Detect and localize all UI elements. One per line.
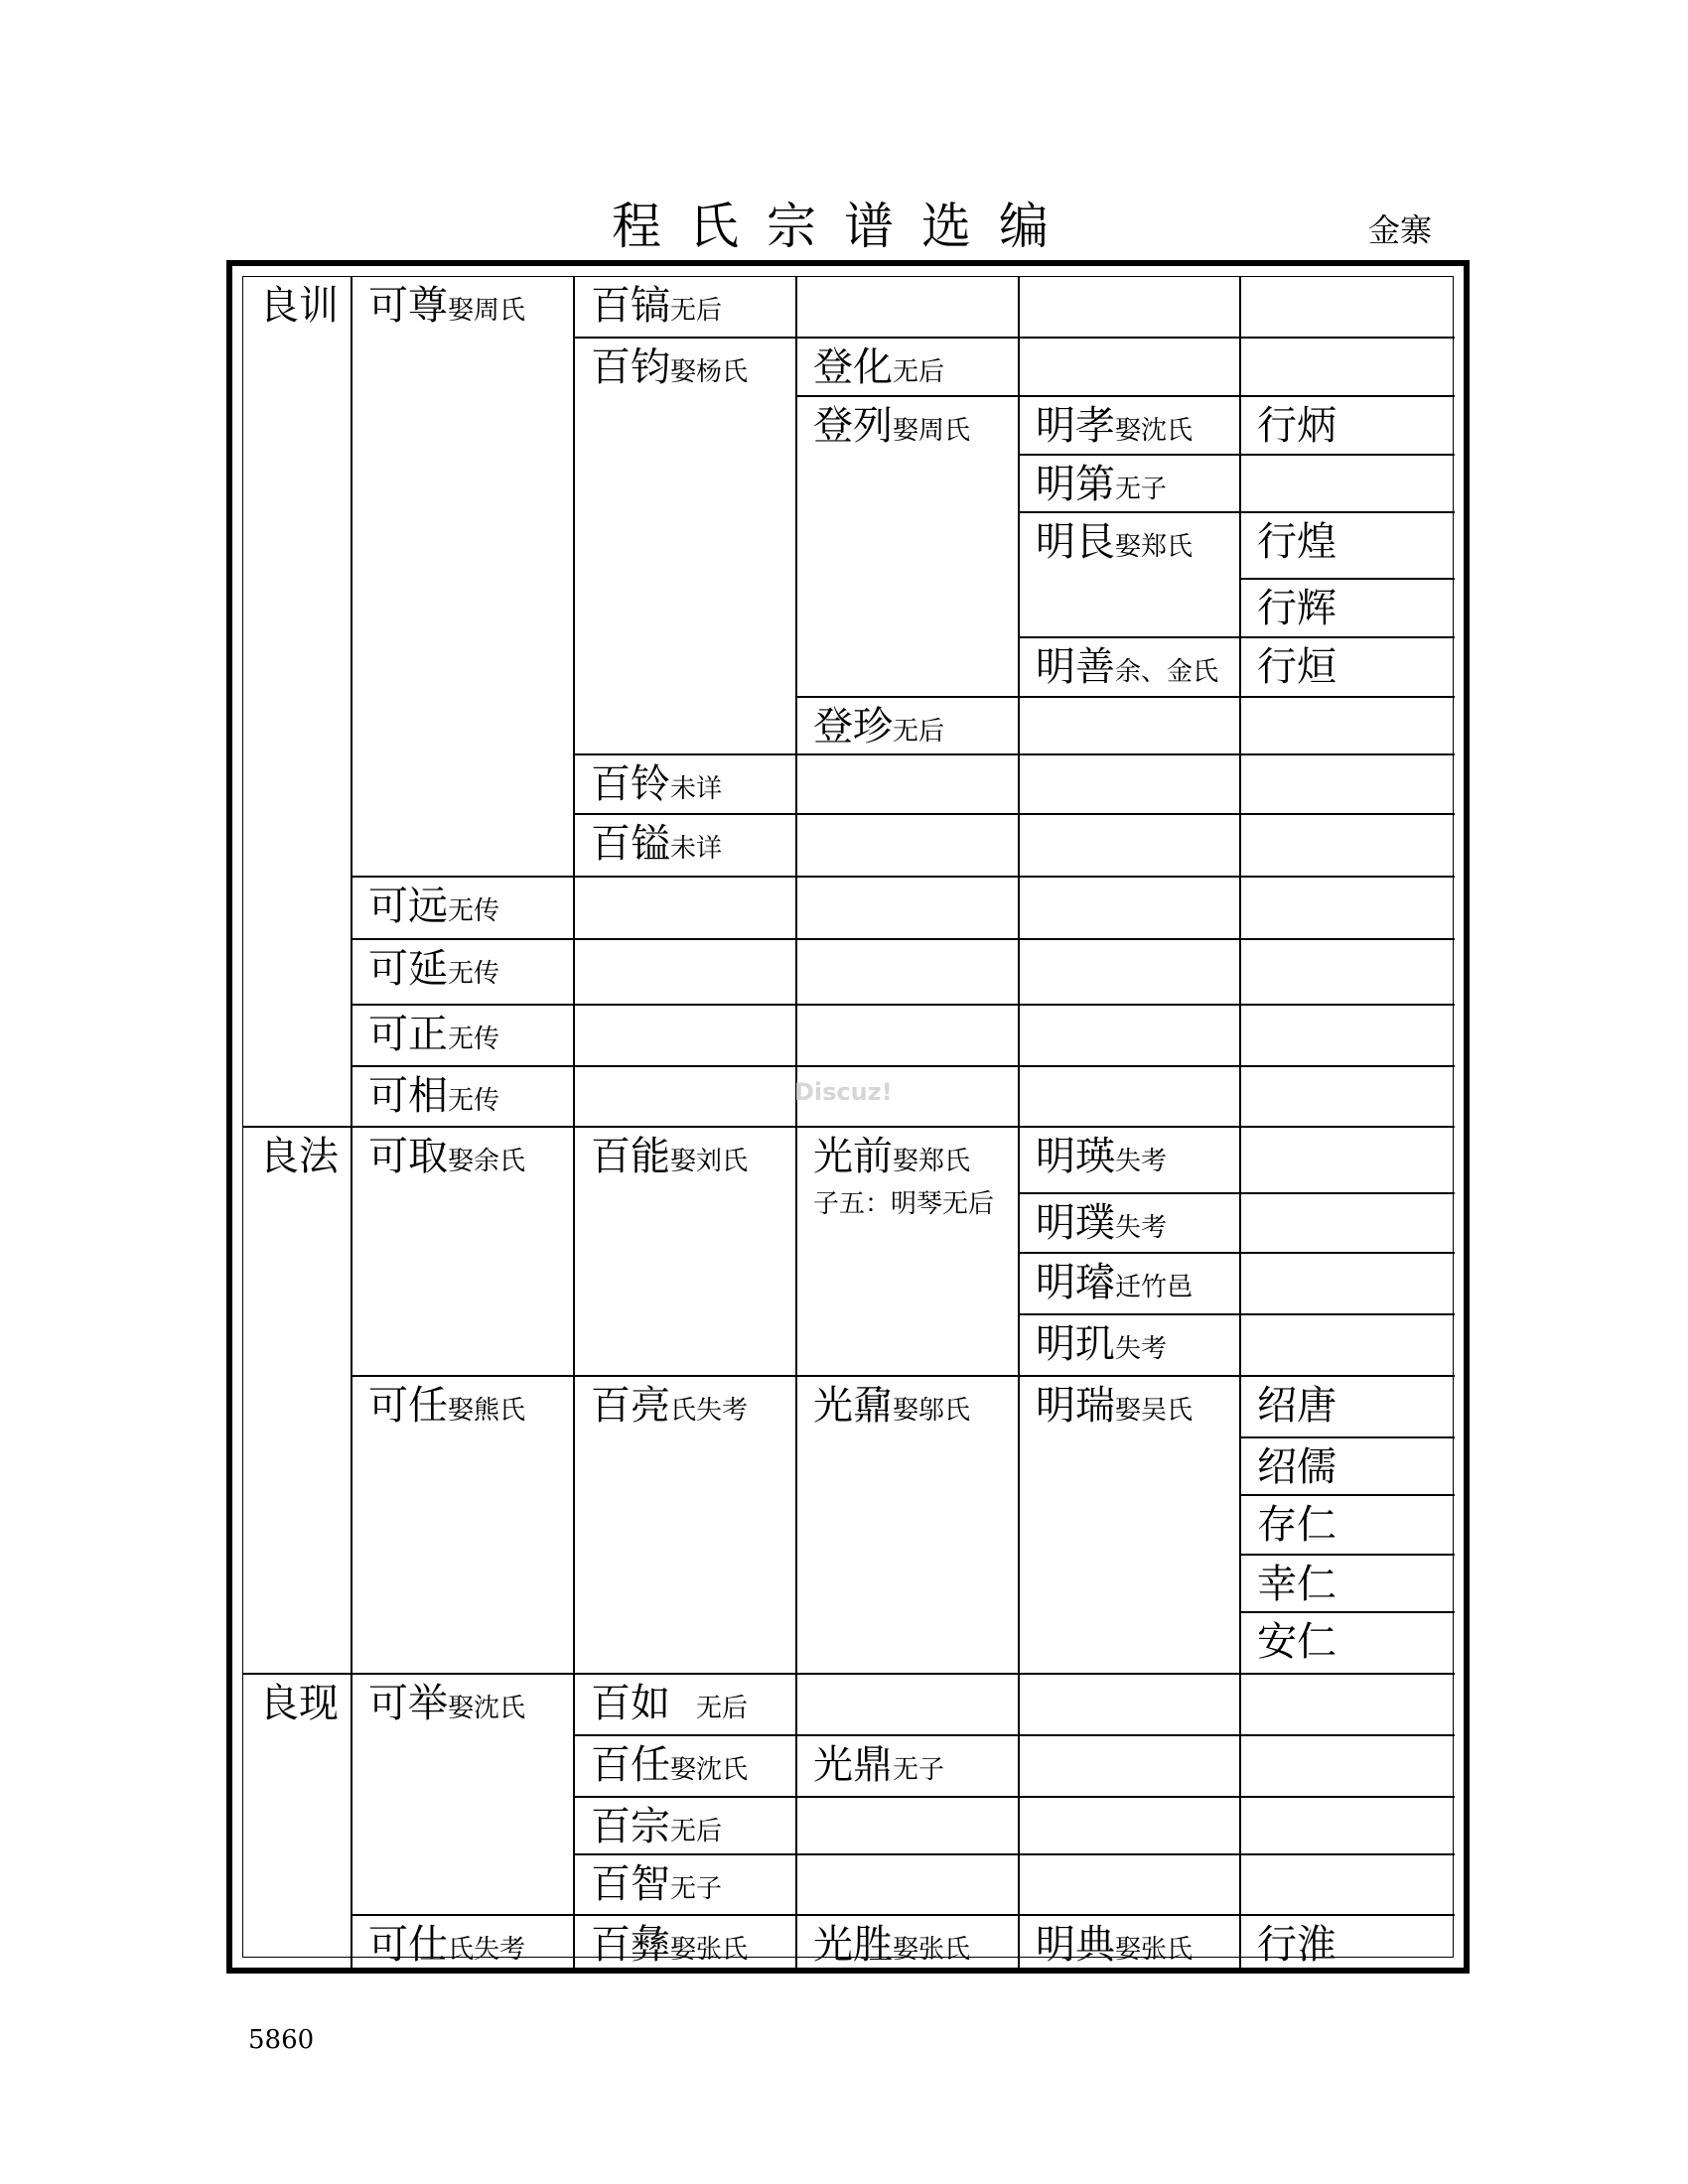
empty-cell <box>1241 940 1455 1006</box>
person-name: 光鼐 <box>813 1383 893 1429</box>
person-note: 娶刘氏 <box>670 1147 749 1176</box>
person-note: 娶郑氏 <box>893 1147 971 1176</box>
person-cell <box>575 1675 797 1736</box>
person-name: 良现 <box>259 1681 339 1726</box>
empty-cell <box>1241 1006 1455 1067</box>
person-cell <box>1241 638 1455 698</box>
empty-cell <box>1241 1675 1455 1736</box>
person-note: 失考 <box>1115 1147 1168 1176</box>
person-cell <box>575 1736 797 1798</box>
person-cell <box>1241 1496 1455 1556</box>
person-cell <box>575 1855 797 1916</box>
person-name: 明玑 <box>1036 1321 1115 1367</box>
person-cell <box>575 755 797 815</box>
person-note: 无子 <box>670 1874 723 1904</box>
person-cell <box>575 1916 797 1969</box>
empty-cell <box>575 1006 797 1067</box>
person-name: 百钧 <box>591 344 670 390</box>
empty-cell <box>797 1675 1020 1736</box>
person-cell <box>1241 1916 1455 1969</box>
person-note: 无传 <box>448 896 500 926</box>
person-cell <box>797 698 1020 755</box>
page-number: 5860 <box>248 2025 315 2055</box>
person-cell <box>1241 1438 1455 1496</box>
empty-cell <box>797 277 1020 339</box>
person-name: 可仕 <box>368 1922 448 1968</box>
person-cell <box>352 1128 575 1377</box>
person-name: 绍儒 <box>1257 1444 1336 1490</box>
empty-cell <box>797 1855 1020 1916</box>
person-name: 光胜 <box>813 1922 893 1968</box>
person-note: 无后 <box>670 296 723 326</box>
person-cell <box>352 878 575 940</box>
empty-cell <box>1020 1675 1241 1736</box>
empty-cell <box>1020 1006 1241 1067</box>
person-cell <box>1020 638 1241 698</box>
empty-cell <box>1020 940 1241 1006</box>
person-note: 氏失考 <box>670 1396 749 1426</box>
person-cell <box>1241 1613 1455 1675</box>
person-name: 幸仁 <box>1257 1562 1336 1607</box>
empty-cell <box>1241 1194 1455 1254</box>
empty-cell <box>1241 878 1455 940</box>
person-name: 明璿 <box>1036 1260 1115 1305</box>
empty-cell <box>1020 698 1241 755</box>
person-cell <box>352 1675 575 1916</box>
empty-cell <box>797 755 1020 815</box>
person-cell <box>1020 1128 1241 1194</box>
person-note: 余、金氏 <box>1115 657 1219 687</box>
empty-cell <box>1020 1736 1241 1798</box>
empty-cell <box>575 878 797 940</box>
person-name: 百镐 <box>591 283 670 329</box>
empty-cell <box>1241 698 1455 755</box>
empty-cell <box>1020 339 1241 397</box>
person-name: 百亮 <box>591 1383 670 1429</box>
person-cell <box>352 277 575 878</box>
person-name: 百能 <box>591 1134 670 1179</box>
person-note: 娶周氏 <box>893 416 971 446</box>
person-cell <box>797 1128 1020 1377</box>
person-name: 存仁 <box>1257 1502 1336 1548</box>
person-cell <box>1020 456 1241 513</box>
empty-cell <box>1020 1798 1241 1855</box>
person-cell <box>352 940 575 1006</box>
person-note: 失考 <box>1115 1334 1168 1364</box>
person-cell <box>243 277 352 1128</box>
person-cell <box>1020 513 1241 638</box>
person-cell <box>1241 513 1455 580</box>
person-note: 未详 <box>670 774 723 804</box>
person-note: 失考 <box>1115 1213 1168 1243</box>
person-name: 光前 <box>813 1134 893 1179</box>
person-note: 娶张氏 <box>670 1935 749 1965</box>
person-note: 无后 <box>670 1817 723 1846</box>
person-name: 明璞 <box>1036 1200 1115 1246</box>
person-name: 明善 <box>1036 644 1115 690</box>
person-note: 氏失考 <box>448 1935 526 1965</box>
empty-cell <box>1241 815 1455 878</box>
empty-cell <box>797 1006 1020 1067</box>
watermark: Discuz! <box>794 1078 893 1106</box>
empty-cell <box>1241 1798 1455 1855</box>
person-name: 明瑞 <box>1036 1383 1115 1429</box>
person-name: 登珍 <box>813 704 893 750</box>
person-name: 良法 <box>259 1134 339 1179</box>
person-cell <box>1020 1377 1241 1675</box>
person-name: 百铃 <box>591 761 670 807</box>
person-cell <box>1020 1194 1241 1254</box>
person-note: 娶张氏 <box>893 1935 971 1965</box>
empty-cell <box>575 1067 797 1128</box>
empty-cell <box>1241 1254 1455 1315</box>
person-name: 百镒 <box>591 821 670 867</box>
person-name: 明第 <box>1036 462 1115 507</box>
empty-cell <box>1020 815 1241 878</box>
person-name: 百彝 <box>591 1922 670 1968</box>
person-cell <box>1241 397 1455 456</box>
empty-cell <box>797 940 1020 1006</box>
empty-cell <box>797 1798 1020 1855</box>
empty-cell <box>1020 1855 1241 1916</box>
person-cell <box>575 1128 797 1377</box>
empty-cell <box>1020 878 1241 940</box>
person-note: 未详 <box>670 834 723 864</box>
person-name: 可尊 <box>368 283 448 329</box>
person-name: 可相 <box>368 1073 448 1119</box>
person-name: 可正 <box>368 1012 448 1057</box>
empty-cell <box>1020 277 1241 339</box>
person-cell <box>352 1067 575 1128</box>
person-note: 娶沈氏 <box>670 1755 749 1785</box>
person-cell <box>352 1377 575 1675</box>
person-cell <box>797 1377 1020 1675</box>
person-name: 绍唐 <box>1257 1383 1336 1429</box>
person-name: 安仁 <box>1257 1619 1336 1665</box>
empty-cell <box>1241 339 1455 397</box>
person-name: 行辉 <box>1257 586 1336 631</box>
person-cell <box>1020 1315 1241 1377</box>
person-note: 娶邬氏 <box>893 1396 971 1426</box>
person-cell <box>243 1675 352 1969</box>
person-cell <box>575 815 797 878</box>
person-cell <box>575 1377 797 1675</box>
person-note: 无传 <box>448 1086 500 1116</box>
person-name: 可远 <box>368 884 448 929</box>
person-name: 登列 <box>813 403 893 449</box>
person-cell <box>1241 580 1455 638</box>
person-note: 娶郑氏 <box>1115 532 1194 562</box>
person-note: 娶周氏 <box>448 296 526 326</box>
person-cell <box>243 1128 352 1675</box>
person-note: 娶杨氏 <box>670 357 749 387</box>
person-note: 迁竹邑 <box>1115 1273 1194 1302</box>
person-name: 百宗 <box>591 1804 670 1849</box>
person-cell <box>1020 1254 1241 1315</box>
empty-cell <box>575 940 797 1006</box>
empty-cell <box>1241 277 1455 339</box>
person-cell <box>575 1798 797 1855</box>
person-cell <box>797 1736 1020 1798</box>
empty-cell <box>1241 1128 1455 1194</box>
person-note: 无后 <box>670 1694 749 1723</box>
person-note: 娶吴氏 <box>1115 1396 1194 1426</box>
person-note: 娶余氏 <box>448 1147 526 1176</box>
person-name: 行淮 <box>1257 1922 1336 1968</box>
person-name: 百任 <box>591 1742 670 1788</box>
person-cell <box>1020 1916 1241 1969</box>
empty-cell <box>1241 1736 1455 1798</box>
page-title: 程氏宗谱选编 <box>612 198 1076 255</box>
person-note: 娶张氏 <box>1115 1935 1194 1965</box>
empty-cell <box>1241 456 1455 513</box>
person-name: 百如 <box>591 1681 670 1726</box>
person-name: 行烜 <box>1257 644 1336 690</box>
empty-cell <box>1241 755 1455 815</box>
person-name: 可任 <box>368 1383 448 1429</box>
person-cell <box>1020 397 1241 456</box>
person-cell <box>797 339 1020 397</box>
person-name: 可取 <box>368 1134 448 1179</box>
person-note: 无传 <box>448 1024 500 1054</box>
person-name: 良训 <box>259 283 339 329</box>
person-name: 明典 <box>1036 1922 1115 1968</box>
empty-cell <box>1020 755 1241 815</box>
person-cell <box>797 1916 1020 1969</box>
person-note: 无后 <box>893 357 945 387</box>
person-note: 娶沈氏 <box>448 1694 526 1723</box>
person-note: 无子 <box>893 1755 945 1785</box>
person-note: 无后 <box>893 717 945 747</box>
person-note: 无传 <box>448 959 500 989</box>
person-name: 行煌 <box>1257 519 1336 565</box>
empty-cell <box>797 878 1020 940</box>
empty-cell <box>797 815 1020 878</box>
person-cell <box>1241 1556 1455 1613</box>
empty-cell <box>1020 1067 1241 1128</box>
empty-cell <box>1241 1067 1455 1128</box>
person-cell <box>352 1916 575 1969</box>
person-note: 娶沈氏 <box>1115 416 1194 446</box>
person-note: 娶熊氏 <box>448 1396 526 1426</box>
person-name: 行炳 <box>1257 403 1336 449</box>
person-name: 明瑛 <box>1036 1134 1115 1179</box>
genealogy-table <box>242 276 1454 1968</box>
page-subtitle: 金寨 <box>1367 211 1432 249</box>
person-cell <box>575 339 797 755</box>
person-cell <box>1241 1377 1455 1438</box>
empty-cell <box>1241 1855 1455 1916</box>
genealogy-table-frame <box>226 260 1470 1974</box>
person-name: 可举 <box>368 1681 448 1726</box>
person-note-line2: 子五：明琴无后 <box>813 1189 995 1219</box>
person-name: 百智 <box>591 1861 670 1907</box>
person-cell <box>352 1006 575 1067</box>
person-cell <box>797 397 1020 698</box>
person-note: 无子 <box>1115 475 1168 504</box>
person-name: 光鼎 <box>813 1742 893 1788</box>
person-cell <box>575 277 797 339</box>
empty-cell <box>1241 1315 1455 1377</box>
person-name: 可延 <box>368 946 448 992</box>
person-name: 明艮 <box>1036 519 1115 565</box>
person-name: 明孝 <box>1036 403 1115 449</box>
person-name: 登化 <box>813 344 893 390</box>
